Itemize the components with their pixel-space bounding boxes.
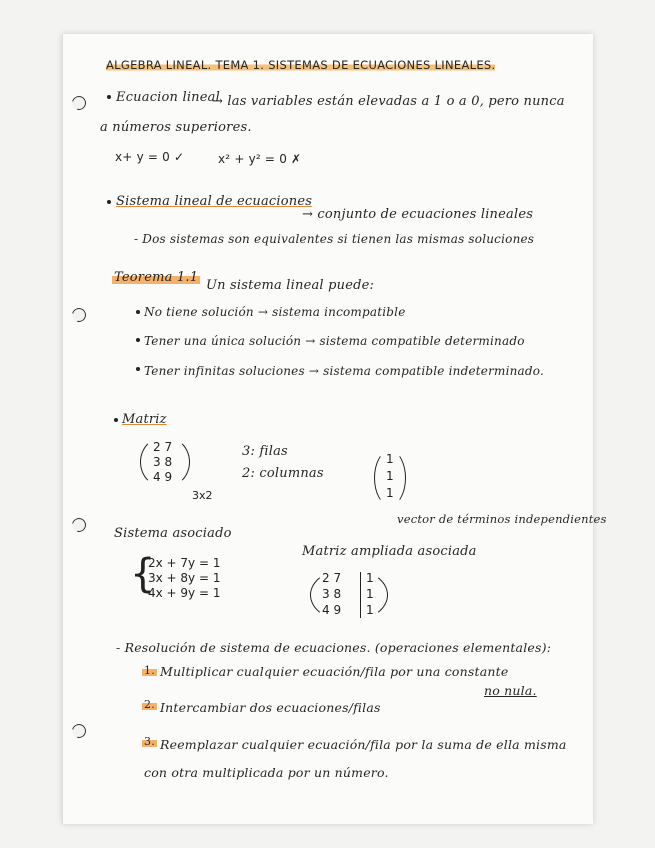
- columnas-note: 2: columnas: [242, 466, 324, 481]
- matrix-row: 4 9: [153, 470, 173, 484]
- teorema-text: Un sistema lineal puede:: [206, 278, 375, 293]
- vector-entry: 1: [386, 469, 394, 483]
- op-text: Intercambiar dos ecuaciones/filas: [160, 700, 381, 715]
- matrix-row: 3 8: [153, 455, 173, 469]
- bullet: [136, 310, 140, 314]
- asociado-label: Sistema asociado: [114, 526, 232, 541]
- vector-entry: 1: [386, 486, 394, 500]
- system-brace: {: [130, 551, 156, 597]
- teorema-item-2: Tener una única solución → sistema compatible determinado: [144, 334, 525, 348]
- bullet: [136, 338, 140, 342]
- vector-label: vector de términos independientes: [397, 512, 607, 526]
- matrix-dimension: 3x2: [192, 489, 213, 502]
- op-text: Reemplazar cualquier ecuación/fila por la suma de ella misma: [160, 737, 567, 752]
- ec-lineal-def-cont: a números superiores.: [100, 120, 252, 135]
- vector-entry: 1: [386, 452, 394, 466]
- example-valid: x+ y = 0 ✓: [115, 150, 185, 164]
- bullet: [114, 418, 118, 422]
- ec-lineal-label: Ecuacion lineal: [116, 90, 220, 105]
- sistema-def: → conjunto de ecuaciones lineales: [302, 207, 534, 222]
- sistema-equiv: - Dos sistemas son equivalentes si tienen las mismas soluciones: [134, 232, 535, 246]
- augmented-row: 3 8: [322, 587, 342, 601]
- page-title: ALGEBRA LINEAL. TEMA 1. SISTEMAS DE ECUACIONES LINEALES.: [106, 58, 496, 72]
- op-text: Multiplicar cualquier ecuación/fila por una constante: [160, 664, 509, 679]
- op-text-cont: con otra multiplicada por un número.: [144, 765, 389, 780]
- op-number: 1.: [144, 664, 155, 677]
- bullet: [136, 367, 140, 371]
- teorema-label: Teorema 1.1: [114, 270, 199, 285]
- op-tail: no nula.: [484, 683, 537, 698]
- example-invalid: x² + y² = 0 ✗: [218, 152, 302, 166]
- bullet: [107, 200, 111, 204]
- augmented-row: 2 7: [322, 571, 342, 585]
- ampliada-label: Matriz ampliada asociada: [302, 544, 477, 559]
- augmented-row: 4 9: [322, 603, 342, 617]
- augmented-rhs: 1: [366, 603, 374, 617]
- resolucion-label: - Resolución de sistema de ecuaciones. (operaciones elementales):: [116, 640, 552, 655]
- op-number: 2.: [144, 698, 155, 711]
- equation: 2x + 7y = 1: [148, 556, 221, 570]
- matrix-row: 2 7: [153, 440, 173, 454]
- teorema-item-1: No tiene solución → sistema incompatible: [144, 305, 406, 319]
- equation: 3x + 8y = 1: [148, 571, 221, 585]
- bullet: [107, 95, 111, 99]
- augmented-divider: [360, 572, 361, 618]
- sistema-label: Sistema lineal de ecuaciones: [116, 194, 313, 209]
- augmented-rhs: 1: [366, 571, 374, 585]
- matriz-label: Matriz: [122, 412, 167, 427]
- filas-note: 3: filas: [242, 444, 288, 459]
- teorema-item-3: Tener infinitas soluciones → sistema compatible indeterminado.: [144, 364, 545, 378]
- equation: 4x + 9y = 1: [148, 586, 221, 600]
- augmented-rhs: 1: [366, 587, 374, 601]
- op-number: 3.: [144, 735, 155, 748]
- ec-lineal-def: → las variables están elevadas a 1 o a 0, pero nunca: [212, 94, 565, 109]
